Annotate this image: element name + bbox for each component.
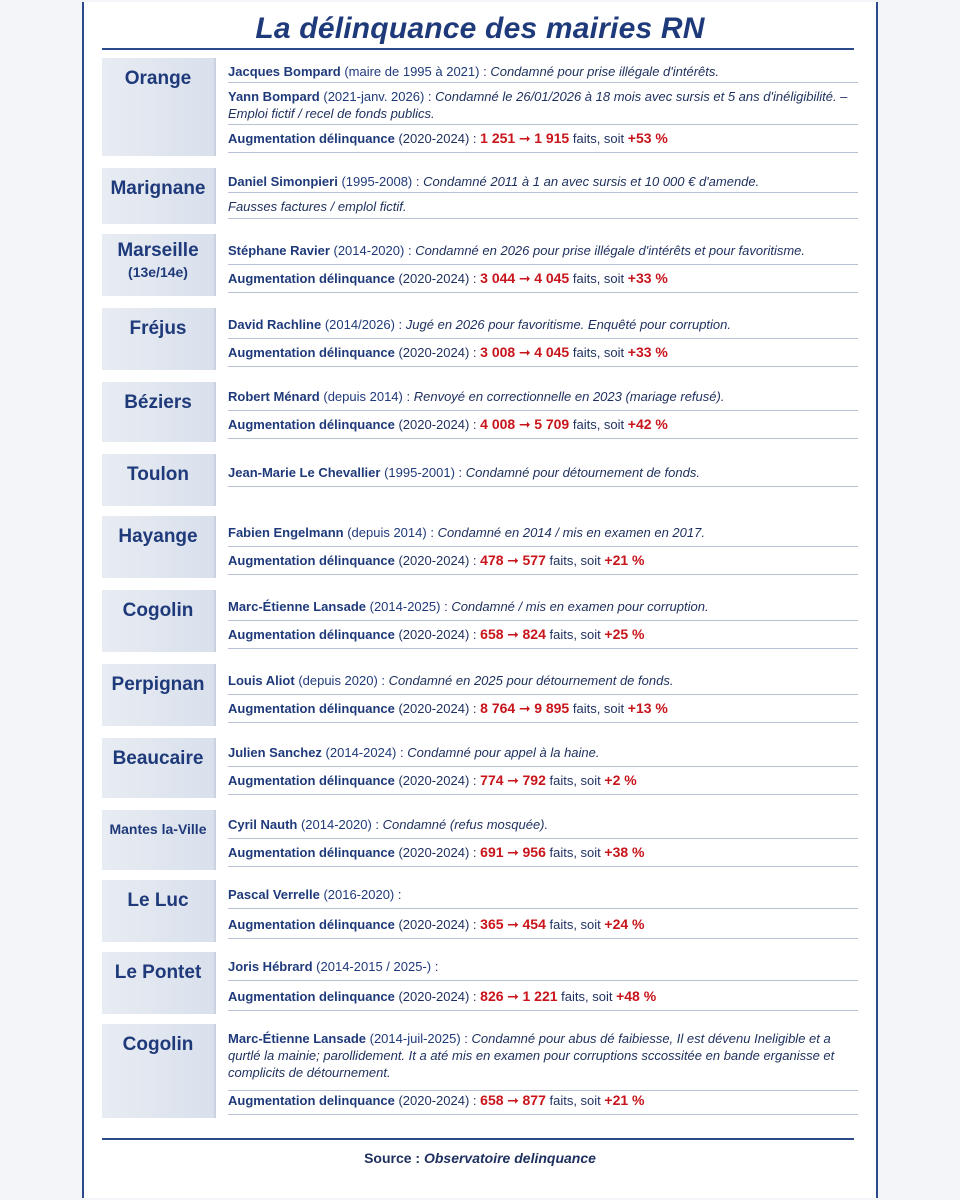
city-cell [102,58,216,156]
mayor-dates: (2014-2015 / 2025-) : [316,959,439,974]
city-cell [102,738,216,798]
mayor-dates: (2014-2024) : [325,745,404,760]
mayor-dates: (2014-juil-2025) : [369,1031,468,1046]
stats-pct: +13 % [627,700,668,716]
city-subtitle: (13e/14e) [128,264,188,280]
mayor-dates: (2014-2025) : [369,599,448,614]
stats-line [228,700,858,723]
mayor-dates: (2014/2026) : [324,317,403,332]
page-title: La délinquance des mairies RN [255,12,705,45]
stats-label: Augmentation délinquance [228,271,395,286]
source-label: Source : [364,1150,421,1166]
stats-to: 5 709 [534,416,570,432]
city-cell [102,454,216,506]
row-frejus [102,308,858,370]
mayor-name: David Rachline [228,317,322,332]
mayor-line [228,388,858,411]
stats-faits: faits, soit [549,1093,601,1108]
city-name: Hayange [118,526,198,547]
row-beziers [102,382,858,442]
row-hayange [102,516,858,578]
stats-faits: faits, soit [561,989,613,1004]
mayor-name: Marc-Étienne Lansade [228,1031,366,1046]
mayor-name: Louis Aliot [228,673,295,688]
stats-period: (2020-2024) : [398,627,477,642]
stats-from: 658 [480,626,504,642]
stats-to: 4 045 [534,344,570,360]
row-le-luc [102,880,858,942]
stats-pct: +48 % [616,988,657,1004]
stats-period: (2020-2024) : [398,345,477,360]
stats-period: (2020-2024) : [398,701,477,716]
arrow-icon: ➞ [518,344,531,360]
mayor-line [228,958,858,981]
stats-line [228,552,858,575]
city-name: Cogolin [122,1034,194,1055]
stats-from: 691 [480,844,504,860]
mayor-desc: Fausses factures / emplol fictif. [228,199,407,214]
arrow-icon: ➞ [507,916,519,932]
stats-label: Augmentation delinquance [228,1093,395,1108]
city-name: Perpignan [111,674,205,695]
mayor-line [228,63,858,83]
row-perpignan [102,664,858,726]
arrow-icon: ➞ [507,626,519,642]
city-cell [102,234,216,296]
arrow-icon: ➞ [518,700,531,716]
city-name: Cogolin [122,600,194,621]
stats-faits: faits, soit [549,553,601,568]
mayor-line [228,816,858,839]
row-orange [102,58,858,156]
stats-from: 3 044 [480,270,516,286]
stats-from: 4 008 [480,416,516,432]
row-toulon [102,454,858,506]
stats-pct: +42 % [627,416,668,432]
mayor-name: Julien Sanchez [228,745,322,760]
stats-pct: +53 % [627,130,668,146]
row-marseille [102,234,858,296]
stats-to: 956 [522,844,546,860]
city-cell [102,382,216,442]
mayor-line [228,173,858,193]
mayor-dates: (2014-2020) : [300,817,380,832]
mayor-desc: Condamné en 2025 pour détournement de fonds. [388,673,674,688]
mayor-name: Joris Hébrard [228,959,313,974]
stats-label: Augmentation délinquance [228,917,395,932]
mayor-name: Robert Ménard [228,389,320,404]
stats-to: 577 [522,552,546,568]
mayor-desc: Condamné 2011 à 1 an avec sursis et 10 000 € d'amende. [423,174,760,189]
row-beaucaire [102,738,858,798]
city-cell [102,1024,216,1118]
city-name: Marseille [117,240,199,261]
stats-line [228,1092,858,1115]
stats-pct: +38 % [604,844,645,860]
stats-pct: +21 % [604,1092,645,1108]
stats-label: Augmentation délinquance [228,417,395,432]
mayor-line [228,1030,858,1091]
mayor-name: Marc-Étienne Lansade [228,599,366,614]
stats-label: Augmentation délinquance [228,701,395,716]
source-value: Observatoire delinquance [423,1150,596,1166]
document-sheet [82,2,878,1198]
city-name: Orange [124,68,192,89]
row-marignane [102,168,858,224]
mayor-name: Pascal Verrelle [228,887,320,902]
stats-from: 658 [480,1092,504,1108]
stats-line [228,416,858,439]
stats-period: (2020-2024) : [398,917,477,932]
stats-from: 826 [480,988,504,1004]
stats-faits: faits, soit [572,345,625,360]
mayor-dates: (depuis 2014) : [323,389,411,404]
city-name: Toulon [127,464,189,485]
stats-faits: faits, soit [572,131,625,146]
mayor-desc: Condamné pour abus dé faibiesse, Il est dévenu Ineligible et a qurtlé la mainie; parollidement. It a até mis en examen pour corruptions sccossitée en bande erganisse et complicits de détournement. [228,1031,835,1080]
mayor-dates: (2021-janv. 2026) : [323,89,432,104]
mayor-dates: (depuis 2014) : [347,525,434,540]
mayor-name: Cyril Nauth [228,817,298,832]
mayor-name: Jean-Marie Le Chevallier [228,465,381,480]
arrow-icon: ➞ [507,772,519,788]
mayor-dates: (1995-2008) : [341,174,420,189]
stats-faits: faits, soit [549,845,601,860]
stats-line [228,270,858,293]
title-divider [102,48,854,50]
mayor-line [228,598,858,621]
stats-line [228,988,858,1011]
mayor-name: Daniel Simonpieri [228,174,338,189]
stats-period: (2020-2024) : [398,271,477,286]
arrow-icon: ➞ [518,130,531,146]
mayor-desc: Condamné / mis en examen pour corruption. [451,599,709,614]
stats-line [228,772,858,795]
stats-faits: faits, soit [549,773,601,788]
stats-line [228,344,858,367]
stats-to: 792 [522,772,546,788]
city-cell [102,952,216,1014]
mayor-line [228,672,858,695]
stats-faits: faits, soit [572,417,625,432]
city-cell [102,880,216,942]
city-cell [102,590,216,652]
mayor-dates: (2014-2020) : [333,243,412,258]
mayor-line [228,464,858,487]
arrow-icon: ➞ [507,844,519,860]
stats-line [228,130,858,153]
stats-faits: faits, soit [572,701,625,716]
stats-to: 1 915 [534,130,570,146]
mayor-desc: Condamné pour appel à la haine. [407,745,600,760]
city-cell [102,810,216,870]
footer-divider [102,1138,854,1140]
stats-from: 3 008 [480,344,516,360]
city-cell [102,168,216,224]
mayor-desc: Condamné (refus mosquée). [382,817,549,832]
stats-pct: +21 % [604,552,645,568]
stats-label: Augmentation délinquance [228,345,395,360]
city-name: Fréjus [129,318,187,339]
arrow-icon: ➞ [518,270,531,286]
arrow-icon: ➞ [507,988,519,1004]
mayor-name: Fabien Engelmann [228,525,344,540]
stats-period: (2020-2024) : [398,131,477,146]
mayor-dates: (1995-2001) : [384,465,463,480]
stats-period: (2020-2024) : [398,417,477,432]
stats-label: Augmentation delinquance [228,989,395,1004]
mayor-name: Stéphane Ravier [228,243,330,258]
stats-period: (2020-2024) : [398,845,477,860]
city-name: Béziers [124,392,192,413]
stats-faits: faits, soit [549,917,601,932]
stats-pct: +33 % [627,344,668,360]
mayor-name: Yann Bompard [228,89,320,104]
city-cell [102,516,216,578]
stats-period: (2020-2024) : [398,553,477,568]
mayor-name: Jacques Bompard [228,64,341,79]
stats-line [228,626,858,649]
stats-to: 454 [522,916,546,932]
mayor-desc: Condamné en 2014 / mis en examen en 2017. [437,525,705,540]
stats-to: 9 895 [534,700,570,716]
stats-pct: +24 % [604,916,645,932]
stats-faits: faits, soit [549,627,601,642]
stats-period: (2020-2024) : [398,1093,477,1108]
stats-pct: +2 % [604,772,637,788]
stats-from: 774 [480,772,504,788]
stats-to: 4 045 [534,270,570,286]
row-mantes-la-ville [102,810,858,870]
mayor-desc: Jugé en 2026 pour favoritisme. Enquêté pour corruption. [405,317,731,332]
stats-line [228,916,858,939]
mayor-dates: (maire de 1995 à 2021) : [344,64,487,79]
mayor-desc: Condamné en 2026 pour prise illégale d'intérêts et pour favoritisme. [415,243,806,258]
arrow-icon: ➞ [507,552,519,568]
stats-to: 1 221 [522,988,558,1004]
stats-line [228,844,858,867]
row-le-pontet [102,952,858,1014]
stats-label: Augmentation délinquance [228,627,395,642]
mayor-line [228,886,858,909]
city-name: Le Luc [127,890,189,911]
stats-from: 478 [480,552,504,568]
stats-from: 1 251 [480,130,516,146]
mayor-desc: Condamné pour détournement de fonds. [465,465,700,480]
mayor-line [228,316,858,339]
stats-label: Augmentation délinquance [228,773,395,788]
mayor-line [228,524,858,547]
city-name: Mantes la-Ville [109,821,207,837]
mayor-line [228,242,858,265]
stats-from: 365 [480,916,504,932]
arrow-icon: ➞ [507,1092,519,1108]
city-cell [102,308,216,370]
stats-label: Augmentation délinquance [228,845,395,860]
mayor-line [228,744,858,767]
row-cogolin-2 [102,1024,858,1118]
stats-to: 877 [522,1092,546,1108]
mayor-desc: Condamné pour prise illégale d'intérêts. [490,64,719,79]
stats-to: 824 [522,626,546,642]
stats-from: 8 764 [480,700,516,716]
mayor-dates: (2016-2020) : [323,887,402,902]
stats-pct: +33 % [627,270,668,286]
stats-label: Augmentation délinquance [228,553,395,568]
mayor-line [228,198,858,219]
stats-period: (2020-2024) : [398,773,477,788]
city-cell [102,664,216,726]
city-name: Beaucaire [112,748,204,769]
stats-period: (2020-2024) : [398,989,477,1004]
arrow-icon: ➞ [518,416,531,432]
mayor-dates: (depuis 2020) : [298,673,386,688]
mayor-desc: Renvoyé en correctionnelle en 2023 (mariage refusé). [413,389,725,404]
stats-pct: +25 % [604,626,645,642]
city-name: Marignane [110,178,206,199]
mayor-desc: Condamné le 26/01/2026 à 18 mois avec sursis et 5 ans d'inéligibilité. – Emploi fictif / recel de fonds publics. [228,89,848,121]
stats-label: Augmentation délinquance [228,131,395,146]
source-line [84,1150,876,1166]
mayor-line [228,88,858,125]
stats-faits: faits, soit [572,271,625,286]
city-name: Le Pontet [114,962,202,983]
row-cogolin [102,590,858,652]
